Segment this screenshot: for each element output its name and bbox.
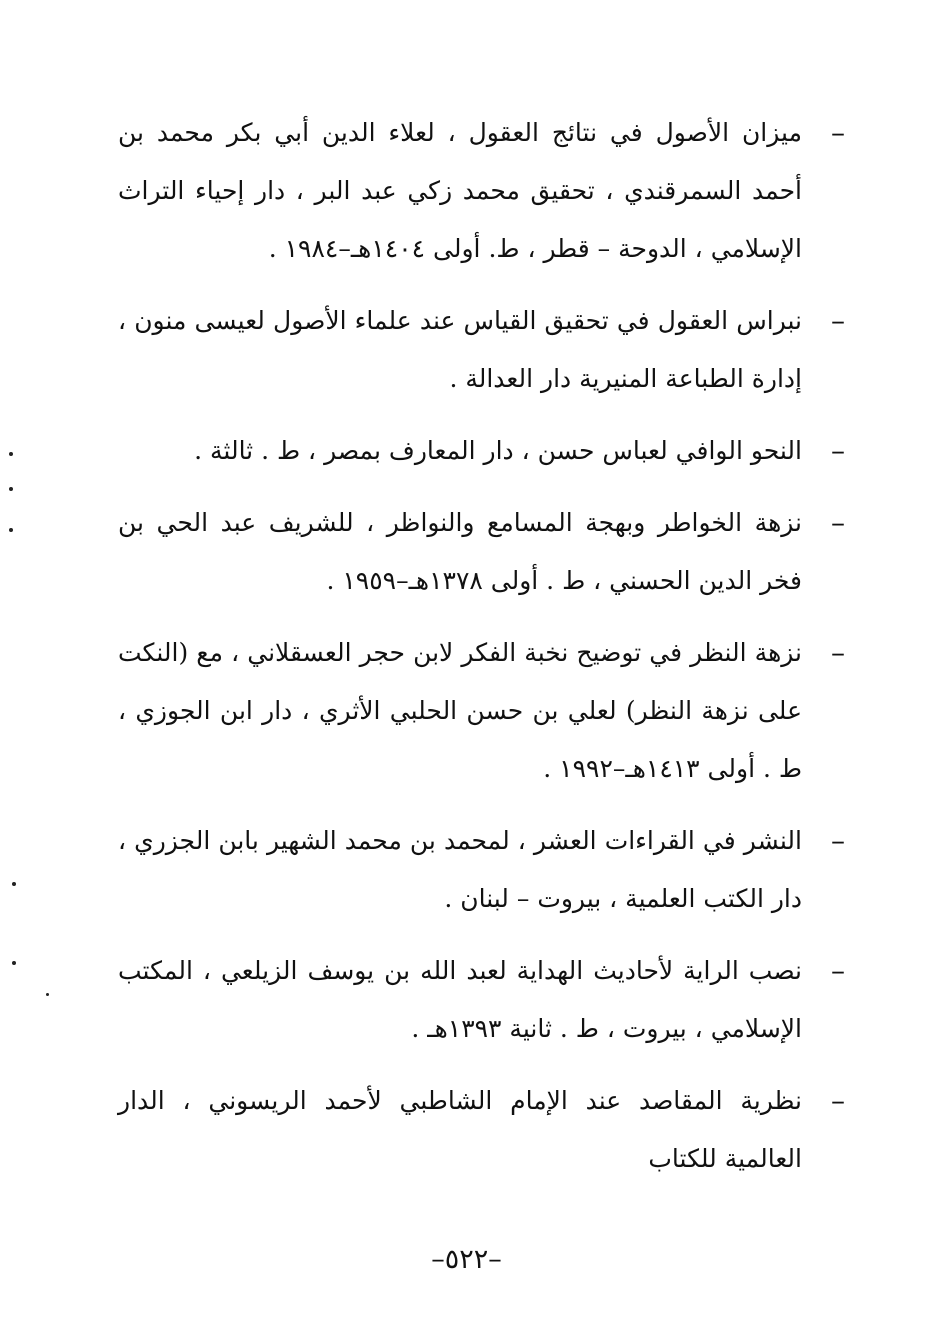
bibliography-entry	[118, 942, 858, 1058]
entry-text: نزهة الخواطر وبهجة المسامع والنواظر ، للشريف عبد الحي بن فخر الدين الحسني ، ط . أولى ١٣٧٨هـ–١٩٥٩ .	[118, 508, 802, 595]
bibliography-entry	[118, 422, 858, 480]
bibliography-entry	[118, 104, 858, 278]
scan-speck	[12, 961, 16, 965]
entry-text: نظرية المقاصد عند الإمام الشاطبي لأحمد الريسوني ، الدار العالمية للكتاب	[118, 1086, 802, 1173]
entry-dash: –	[831, 636, 845, 669]
bibliography-entry	[118, 494, 858, 610]
bibliography-list	[118, 104, 858, 1202]
entry-dash: –	[831, 506, 845, 539]
scan-speck	[12, 882, 16, 886]
entry-dash: –	[831, 954, 845, 987]
entry-dash: –	[831, 434, 845, 467]
entry-dash: –	[831, 1084, 845, 1117]
bibliography-entry	[118, 1072, 858, 1188]
entry-text: نصب الراية لأحاديث الهداية لعبد الله بن يوسف الزيلعي ، المكتب الإسلامي ، بيروت ، ط . ثانية ١٣٩٣هـ .	[118, 956, 802, 1043]
bibliography-entry	[118, 812, 858, 928]
entry-dash: –	[831, 824, 845, 857]
scan-speck	[9, 528, 13, 532]
entry-text: النشر في القراءات العشر ، لمحمد بن محمد الشهير بابن الجزري ، دار الكتب العلمية ، بيروت – لبنان .	[118, 826, 802, 913]
entry-text: ميزان الأصول في نتائج العقول ، لعلاء الدين أبي بكر محمد بن أحمد السمرقندي ، تحقيق محمد زكي عبد البر ، دار إحياء التراث الإسلامي ، الدوحة – قطر ، ط. أولى ١٤٠٤هـ–١٩٨٤ .	[118, 118, 802, 263]
bibliography-entry	[118, 292, 858, 408]
entry-text: نزهة النظر في توضيح نخبة الفكر لابن حجر العسقلاني ، مع (النكت على نزهة النظر) لعلي بن حسن الحلبي الأثري ، دار ابن الجوزي ، ط . أولى ١٤١٣هـ–١٩٩٢ .	[118, 638, 802, 783]
bibliography-entry	[118, 624, 858, 798]
entry-dash: –	[831, 116, 845, 149]
entry-dash: –	[831, 304, 845, 337]
page-number: –٥٢٢–	[431, 1244, 502, 1275]
entry-text: نبراس العقول في تحقيق القياس عند علماء الأصول لعيسى منون ، إدارة الطباعة المنيرية دار العدالة .	[118, 306, 802, 393]
scan-speck	[46, 993, 49, 996]
scan-speck	[9, 487, 13, 491]
scan-speck	[9, 452, 13, 456]
entry-text: النحو الوافي لعباس حسن ، دار المعارف بمصر ، ط . ثالثة .	[194, 436, 802, 465]
